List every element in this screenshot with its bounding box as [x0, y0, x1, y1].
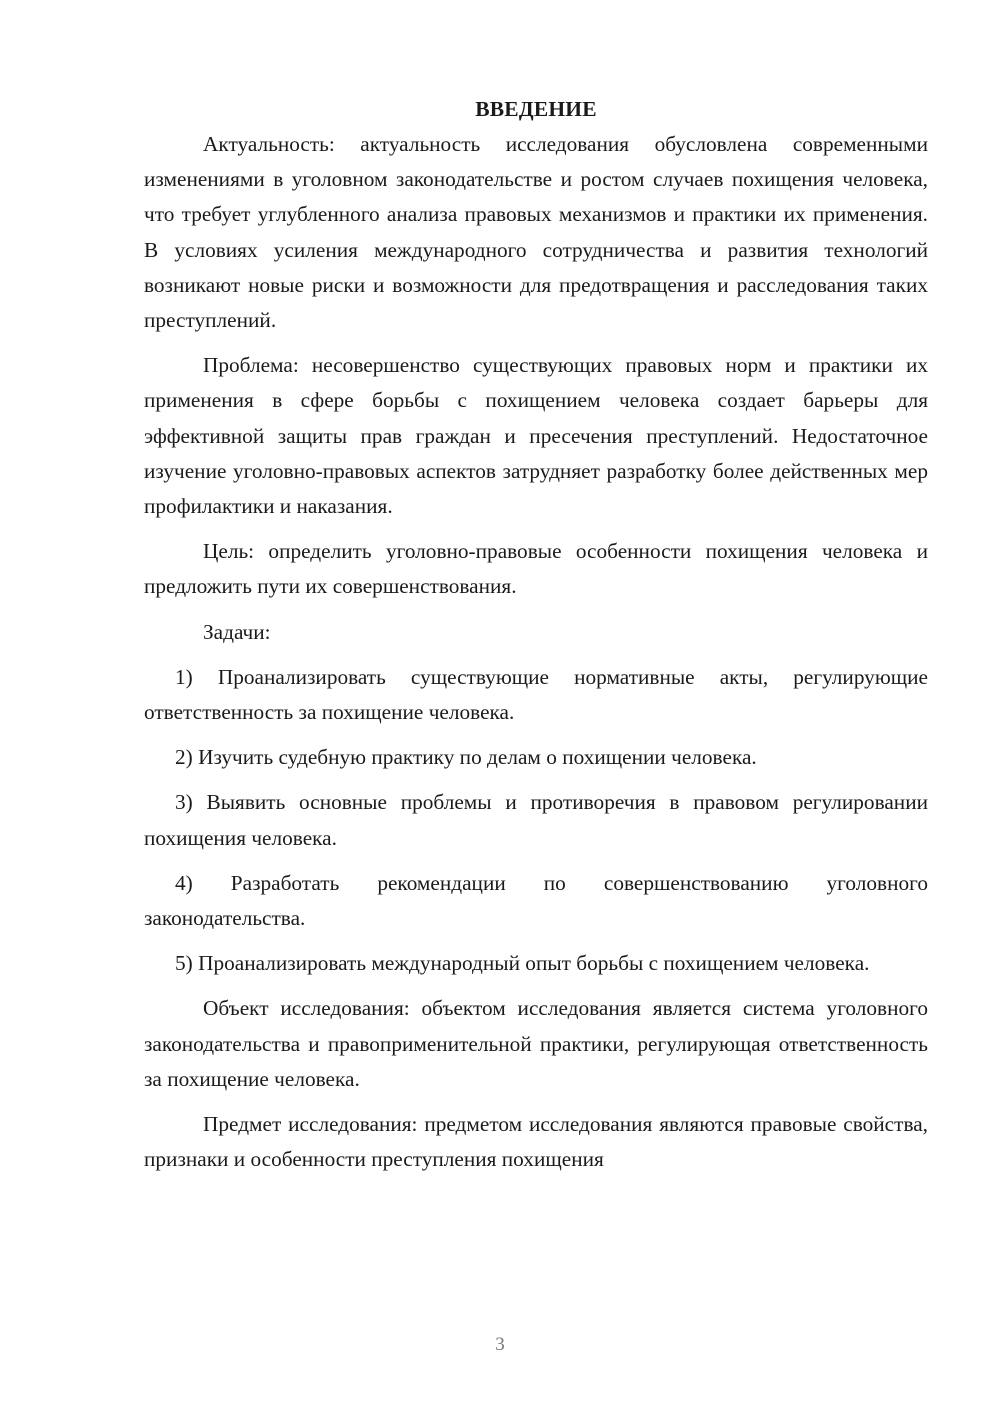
paragraph-object: Объект исследования: объектом исследования является система уголовного законодательства и правоприменительной практики, регулирующая ответственность за похищение человека. [144, 996, 928, 1091]
paragraph-problem: Проблема: несовершенство существующих правовых норм и практики их применения в сфере борьбы с похищением человека создает барьеры для эффективной защиты прав граждан и пресечения преступлений. Недостаточное изучение уголовно-правовых аспектов затрудняет разработку более действенных мер профилактики и наказания. [144, 353, 928, 519]
paragraph-subject: Предмет исследования: предметом исследования являются правовые свойства, признаки и особенности преступления похищения [144, 1112, 928, 1172]
document-page [144, 92, 928, 1187]
paragraph-relevance: Актуальность: актуальность исследования обусловлена современными изменениями в уголовном законодательстве и ростом случаев похищения человека, что требует углубленного анализа правовых механизмов и практики их применения. В условиях усиления международного сотрудничества и развития технологий возникают новые риски и возможности для предотвращения и расследования таких преступлений. [144, 132, 928, 333]
paragraph-goal: Цель: определить уголовно-правовые особенности похищения человека и предложить пути их совершенствования. [144, 539, 928, 599]
tasks-label: Задачи: [203, 619, 271, 644]
task-item-5: 5) Проанализировать международный опыт борьбы с похищением человека. [175, 951, 870, 976]
section-heading: ВВЕДЕНИЕ [475, 97, 597, 121]
task-item-4: 4) Разработать рекомендации по совершенствованию уголовного законодательства. [144, 870, 928, 931]
task-item-2: 2) Изучить судебную практику по делам о похищении человека. [175, 745, 757, 770]
page-number: 3 [495, 1334, 505, 1355]
task-item-3: 3) Выявить основные проблемы и противоречия в правовом регулировании похищения человека. [144, 790, 928, 850]
task-item-1: 1) Проанализировать существующие нормативные акты, регулирующие ответственность за похищение человека. [144, 664, 928, 725]
